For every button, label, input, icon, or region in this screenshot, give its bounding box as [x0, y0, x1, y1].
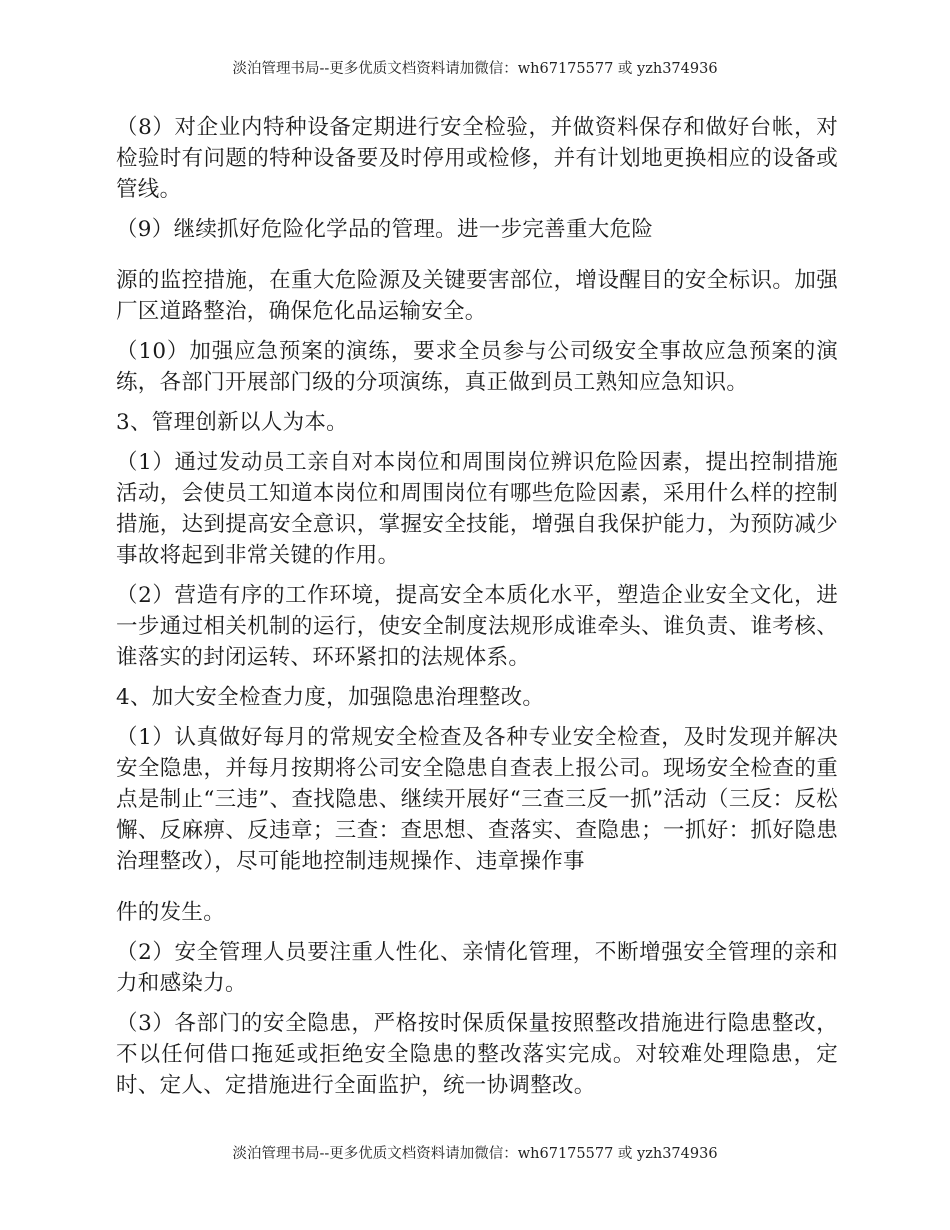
paragraph-4-3: （3）各部门的安全隐患，严格按时保质保量按照整改措施进行隐患整改，不以任何借口拖延或拒绝安全隐患的整改落实完成。对较难处理隐患，定时、定人、定措施进行全面监护，统一协调整改。: [116, 1011, 838, 1098]
document-body: [116, 112, 838, 1110]
paragraph-item-9-cont: 源的监控措施，在重大危险源及关键要害部位，增设醒目的安全标识。加强厂区道路整治，确保危化品运输安全。: [116, 268, 838, 324]
page-header: 淡泊管理书局--更多优质文档资料请加微信：wh67175577 或 yzh374936: [232, 61, 718, 77]
paragraph-3-1: （1）通过发动员工亲自对本岗位和周围岗位辨识危险因素，提出控制措施活动，会使员工知道本岗位和周围岗位有哪些危险因素，采用什么样的控制措施，达到提高安全意识，掌握安全技能，增强自我保护能力，为预防减少事故将起到非常关键的作用。: [116, 450, 838, 568]
section-heading-3: 3、管理创新以人为本。: [116, 410, 348, 435]
paragraph-3-2: （2）营造有序的工作环境，提高安全本质化水平，塑造企业安全文化，进一步通过相关机制的运行，使安全制度法规形成谁牵头、谁负责、谁考核、谁落实的封闭运转、环环紧扣的法规体系。: [116, 583, 838, 670]
paragraph-item-9-start: （9）继续抓好危险化学品的管理。进一步完善重大危险: [116, 217, 654, 242]
page-footer: 淡泊管理书局--更多优质文档资料请加微信：wh67175577 或 yzh374936: [232, 1146, 718, 1162]
paragraph-4-1-cont: 件的发生。: [116, 900, 226, 925]
section-heading-4: 4、加大安全检查力度，加强隐患治理整改。: [116, 685, 545, 710]
paragraph-item-8: （8）对企业内特种设备定期进行安全检验，并做资料保存和做好台帐，对检验时有问题的特种设备要及时停用或检修，并有计划地更换相应的设备或管线。: [116, 115, 838, 202]
paragraph-item-10: （10）加强应急预案的演练，要求全员参与公司级安全事故应急预案的演练，各部门开展部门级的分项演练，真正做到员工熟知应急知识。: [116, 339, 838, 395]
paragraph-4-1: （1）认真做好每月的常规安全检查及各种专业安全检查，及时发现并解决安全隐患，并每月按期将公司安全隐患自查表上报公司。现场安全检查的重点是制止“三违”、查找隐患、继续开展好“三查三反一抓”活动（三反：反松懈、反麻痹、反违章；三查：查思想、查落实、查隐患；一抓好：抓好隐患治理整改），尽可能地控制违规操作、违章操作事: [116, 725, 838, 874]
paragraph-4-2: （2）安全管理人员要注重人性化、亲情化管理，不断增强安全管理的亲和力和感染力。: [116, 940, 838, 996]
